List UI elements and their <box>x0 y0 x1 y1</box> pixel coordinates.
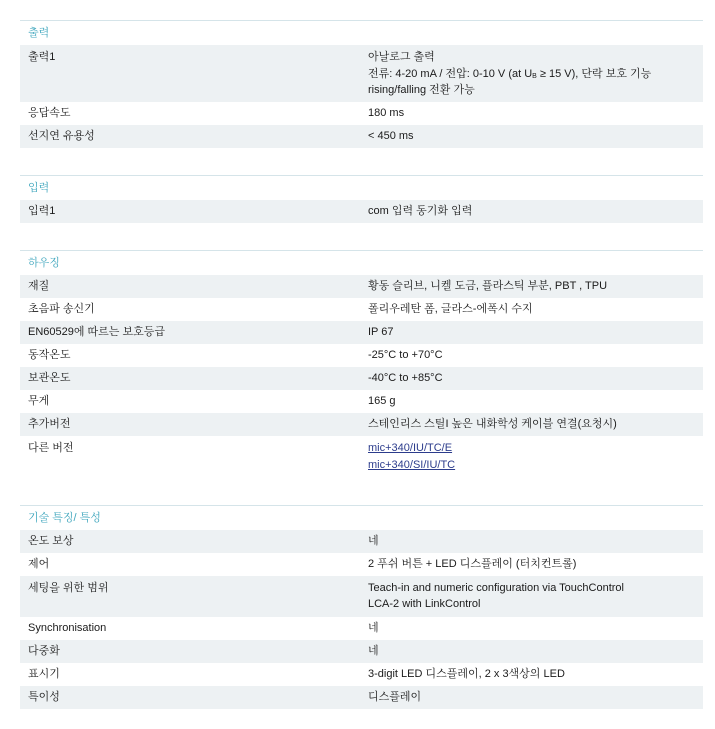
spec-row <box>20 686 703 709</box>
spec-row <box>20 553 703 576</box>
spec-label: 다른 버전 <box>28 442 74 454</box>
section-rows <box>20 530 703 709</box>
spec-value-line <box>368 66 703 83</box>
section-rows <box>20 200 703 223</box>
spec-row <box>20 576 703 617</box>
other-version-link[interactable]: mic+340/IU/TC/E <box>368 442 453 454</box>
spec-row <box>20 530 703 553</box>
section-title: 기술 특징/ 특성 <box>28 512 101 524</box>
spec-label: 제어 <box>28 558 50 570</box>
other-version-link[interactable]: mic+340/SI/IU/TC <box>368 459 456 471</box>
spec-label: 다중화 <box>28 645 60 657</box>
spec-value: com 입력 동기화 입력 <box>368 205 473 217</box>
spec-value: -40°C to +85°C <box>368 372 443 384</box>
spec-row <box>20 344 703 367</box>
spec-label: 동작온도 <box>28 349 71 361</box>
spec-value <box>368 580 703 617</box>
spec-row <box>20 663 703 686</box>
section-title: 출력 <box>28 27 50 39</box>
spec-value: 2 푸쉬 버튼 + LED 디스플레이 (터치컨트롤) <box>368 558 577 570</box>
section-input <box>20 175 703 223</box>
spec-row <box>20 367 703 390</box>
spec-value-subscript: B <box>532 72 537 80</box>
spec-value: 네 <box>368 535 379 547</box>
spec-label: 재질 <box>28 280 50 292</box>
spec-row <box>20 617 703 640</box>
spec-value-line: 아날로그 출력 <box>368 51 435 63</box>
spec-row <box>20 200 703 223</box>
spec-value <box>368 49 703 102</box>
spec-value: IP 67 <box>368 326 394 338</box>
spec-value <box>368 440 703 477</box>
spec-value: < 450 ms <box>368 130 414 142</box>
spec-label: 세팅을 위한 범위 <box>28 582 109 594</box>
spec-value: 165 g <box>368 395 396 407</box>
spec-row <box>20 390 703 413</box>
spec-value: 황동 슬리브, 니켈 도금, 플라스틱 부분, PBT , TPU <box>368 280 608 292</box>
spec-value: 네 <box>368 645 379 657</box>
spec-row <box>20 298 703 321</box>
spec-label: 추가버전 <box>28 418 71 430</box>
spec-row <box>20 436 703 477</box>
spec-value-line: Teach-in and numeric configuration via TouchControl <box>368 582 624 594</box>
spec-table <box>20 20 703 709</box>
section-rows <box>20 45 703 148</box>
section-housing <box>20 250 703 477</box>
spec-value: 네 <box>368 622 379 634</box>
spec-label: 보관온도 <box>28 372 71 384</box>
section-title: 입력 <box>28 182 50 194</box>
spec-value-line: rising/falling 전환 가능 <box>368 84 475 96</box>
spec-label: 특이성 <box>28 691 60 703</box>
spec-label: 응답속도 <box>28 107 71 119</box>
spec-row <box>20 125 703 148</box>
spec-row <box>20 321 703 344</box>
spec-label: 선지연 유용성 <box>28 130 95 142</box>
section-output <box>20 20 703 148</box>
spec-label: Synchronisation <box>28 622 107 634</box>
spec-value-text: ≥ 15 V), 단락 보호 기능 <box>536 67 652 80</box>
spec-label: 온도 보상 <box>28 535 74 547</box>
spec-label: 초음파 송신기 <box>28 303 95 315</box>
spec-value: 폴리우레탄 폼, 글라스-에폭시 수지 <box>368 303 533 315</box>
spec-value-text: 전류: 4-20 mA / 전압: 0-10 V (at U <box>368 67 533 80</box>
spec-row <box>20 102 703 125</box>
spec-value: 3-digit LED 디스플레이, 2 x 3색상의 LED <box>368 668 565 680</box>
spec-label: 무게 <box>28 395 50 407</box>
spec-row <box>20 275 703 298</box>
section-rows <box>20 275 703 477</box>
spec-value: 180 ms <box>368 107 405 119</box>
spec-value-line: LCA-2 with LinkControl <box>368 598 481 610</box>
section-technical-features <box>20 505 703 709</box>
spec-value: 디스플레이 <box>368 691 422 703</box>
spec-value: 스테인리스 스틸I 높은 내화학성 케이블 연결(요청시) <box>368 418 617 430</box>
spec-row <box>20 45 703 102</box>
spec-value: -25°C to +70°C <box>368 349 443 361</box>
spec-label: 입력1 <box>28 205 56 217</box>
spec-label: EN60529에 따르는 보호등급 <box>28 326 165 338</box>
section-title: 하우징 <box>28 257 60 269</box>
spec-row <box>20 640 703 663</box>
spec-label: 출력1 <box>28 51 56 63</box>
spec-label: 표시기 <box>28 668 60 680</box>
spec-row <box>20 413 703 436</box>
